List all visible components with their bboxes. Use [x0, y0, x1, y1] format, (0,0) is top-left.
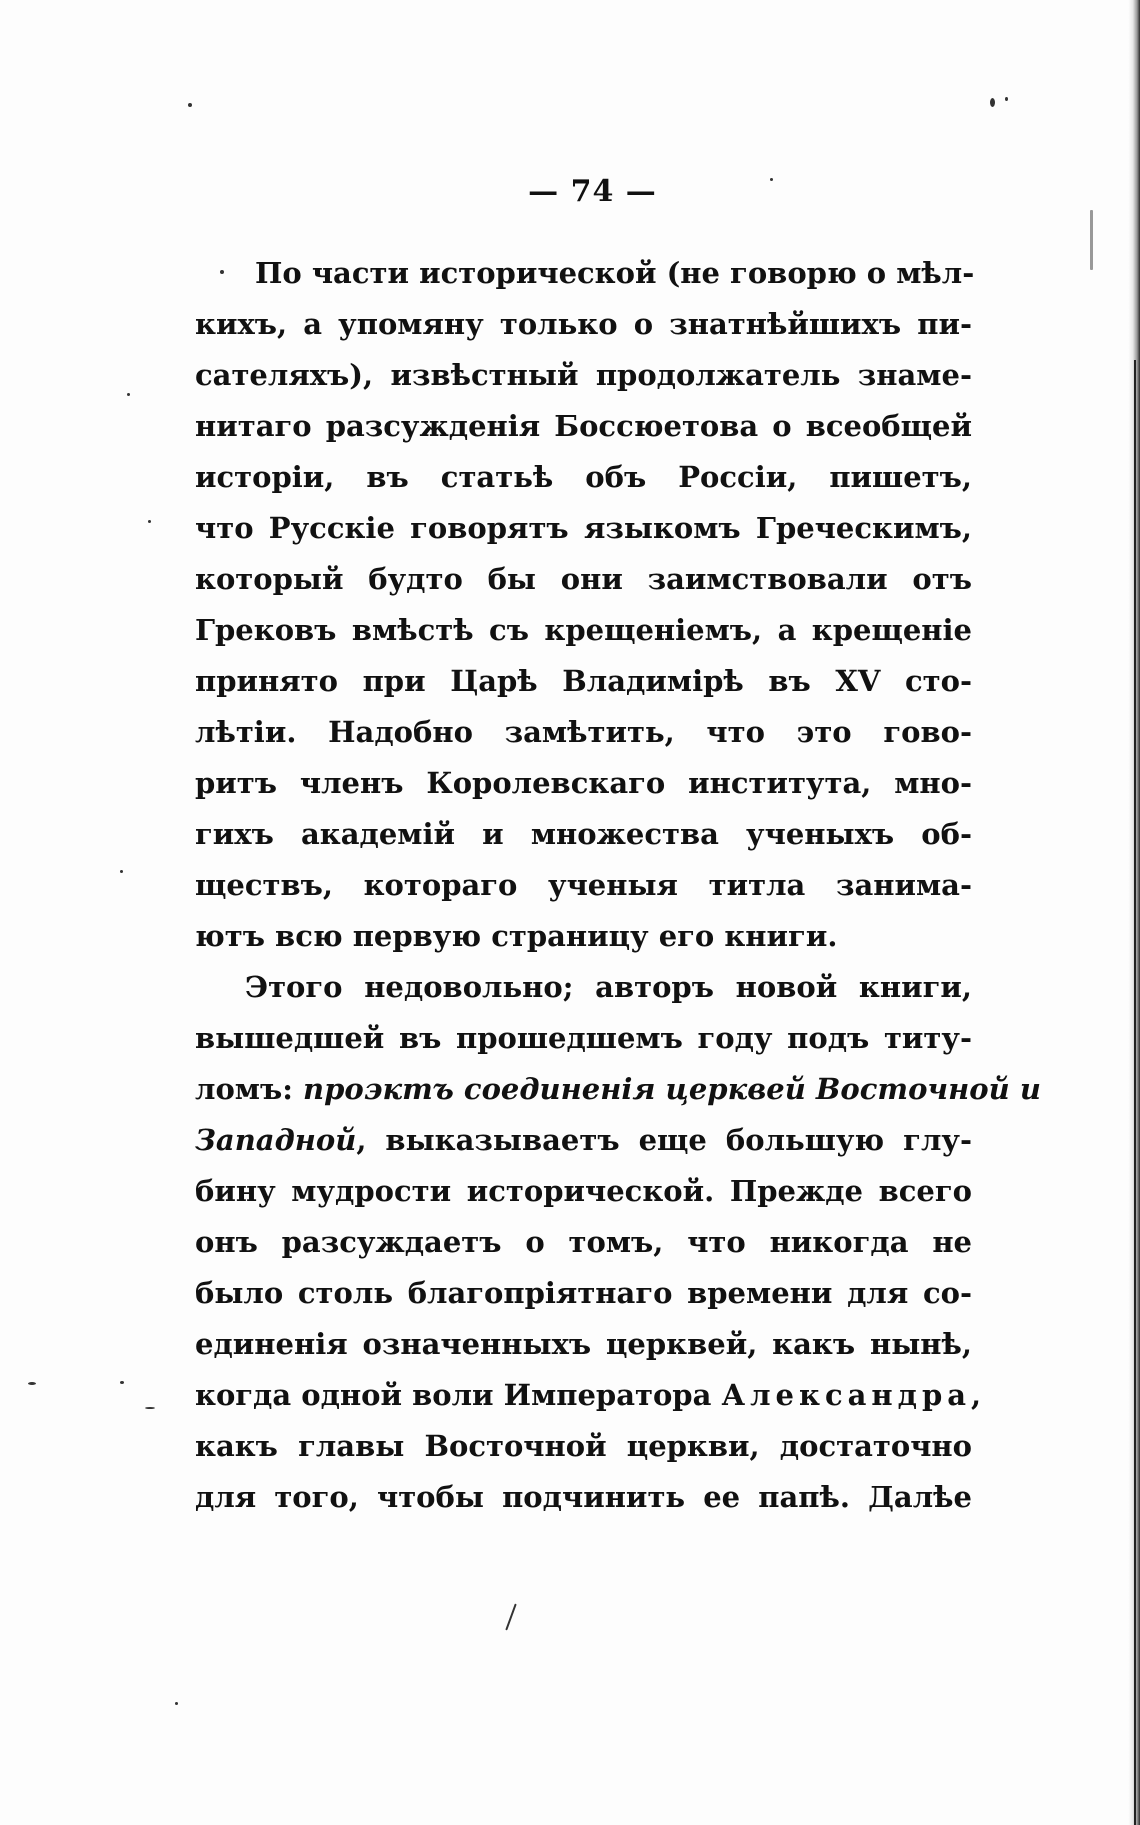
page-edge-line [1134, 360, 1136, 1825]
scan-speck [127, 393, 130, 396]
scan-speck [120, 1381, 124, 1384]
text-line: кихъ, а упомяну только о знатнѣйшихъ пи- [195, 307, 972, 341]
text-line: сателяхъ), извѣстный продолжатель знаме- [195, 358, 972, 392]
scan-speck [770, 178, 773, 181]
text-line: исторіи, въ статьѣ объ Россіи, пишетъ, [195, 460, 972, 494]
text-fragment: ломъ: [195, 1072, 304, 1106]
text-fragment: , выказываетъ еще большую глу- [356, 1123, 972, 1157]
text-fragment: когда одной воли Императора [195, 1378, 722, 1412]
text-line: вышедшей въ прошедшемъ году подъ титу- [195, 1021, 972, 1055]
text-line: По части исторической (не говорю о мѣл- [255, 256, 975, 290]
scan-speck [1005, 97, 1008, 101]
page-number: — 74 — [528, 174, 657, 209]
text-line: какъ главы Восточной церкви, достаточно [195, 1429, 972, 1463]
scan-speck [175, 1702, 178, 1705]
text-line: единенія означенныхъ церквей, какъ нынѣ, [195, 1327, 972, 1361]
text-line [195, 1115, 972, 1166]
text-line: для того, чтобы подчинить ее папѣ. Далѣе [195, 1480, 972, 1514]
text-fragment: , [971, 1378, 982, 1412]
scan-speck [1090, 210, 1093, 270]
scan-speck [990, 98, 995, 107]
text-line: ществъ, котораго ученыя титла занима- [195, 868, 972, 902]
text-line: лѣтіи. Надобно замѣтить, что это гово- [195, 715, 972, 749]
emperor-name: Александра [721, 1378, 972, 1412]
text-line [195, 1370, 982, 1421]
scan-speck [505, 1604, 516, 1631]
scan-speck [145, 1407, 155, 1409]
text-line: гихъ академій и множества ученыхъ об- [195, 817, 972, 851]
text-line: который будто бы они заимствовали отъ [195, 562, 972, 596]
scan-speck [220, 270, 224, 274]
book-title-italic: Западной [195, 1123, 357, 1157]
scan-speck [120, 870, 123, 873]
text-line: онъ разсуждаетъ о томъ, что никогда не [195, 1225, 972, 1259]
text-line: Этого недовольно; авторъ новой книги, [245, 970, 972, 1004]
text-line: было столь благопріятнаго времени для со- [195, 1276, 972, 1310]
scan-speck [188, 103, 192, 107]
text-line: бину мудрости исторической. Прежде всего [195, 1174, 972, 1208]
text-line: что Русскіе говорятъ языкомъ Греческимъ, [195, 511, 972, 545]
book-title-italic: проэктъ соединенія церквей Восточной и [303, 1072, 1041, 1106]
text-line: нитаго разсужденія Боссюетова о всеобщей [195, 409, 972, 443]
text-line: ритъ членъ Королевскаго института, мно- [195, 766, 972, 800]
scan-speck [148, 520, 151, 523]
paragraph-2 [195, 962, 1041, 1523]
text-line [195, 1064, 1041, 1115]
text-line: ютъ всю первую страницу его книги. [195, 919, 838, 953]
scan-speck [28, 1382, 36, 1385]
paragraph-1 [195, 248, 975, 962]
body-text [195, 248, 1041, 1523]
text-line: принято при Царѣ Владимірѣ въ XV сто- [195, 664, 972, 698]
text-line: Грековъ вмѣстѣ съ крещеніемъ, а крещеніе [195, 613, 972, 647]
